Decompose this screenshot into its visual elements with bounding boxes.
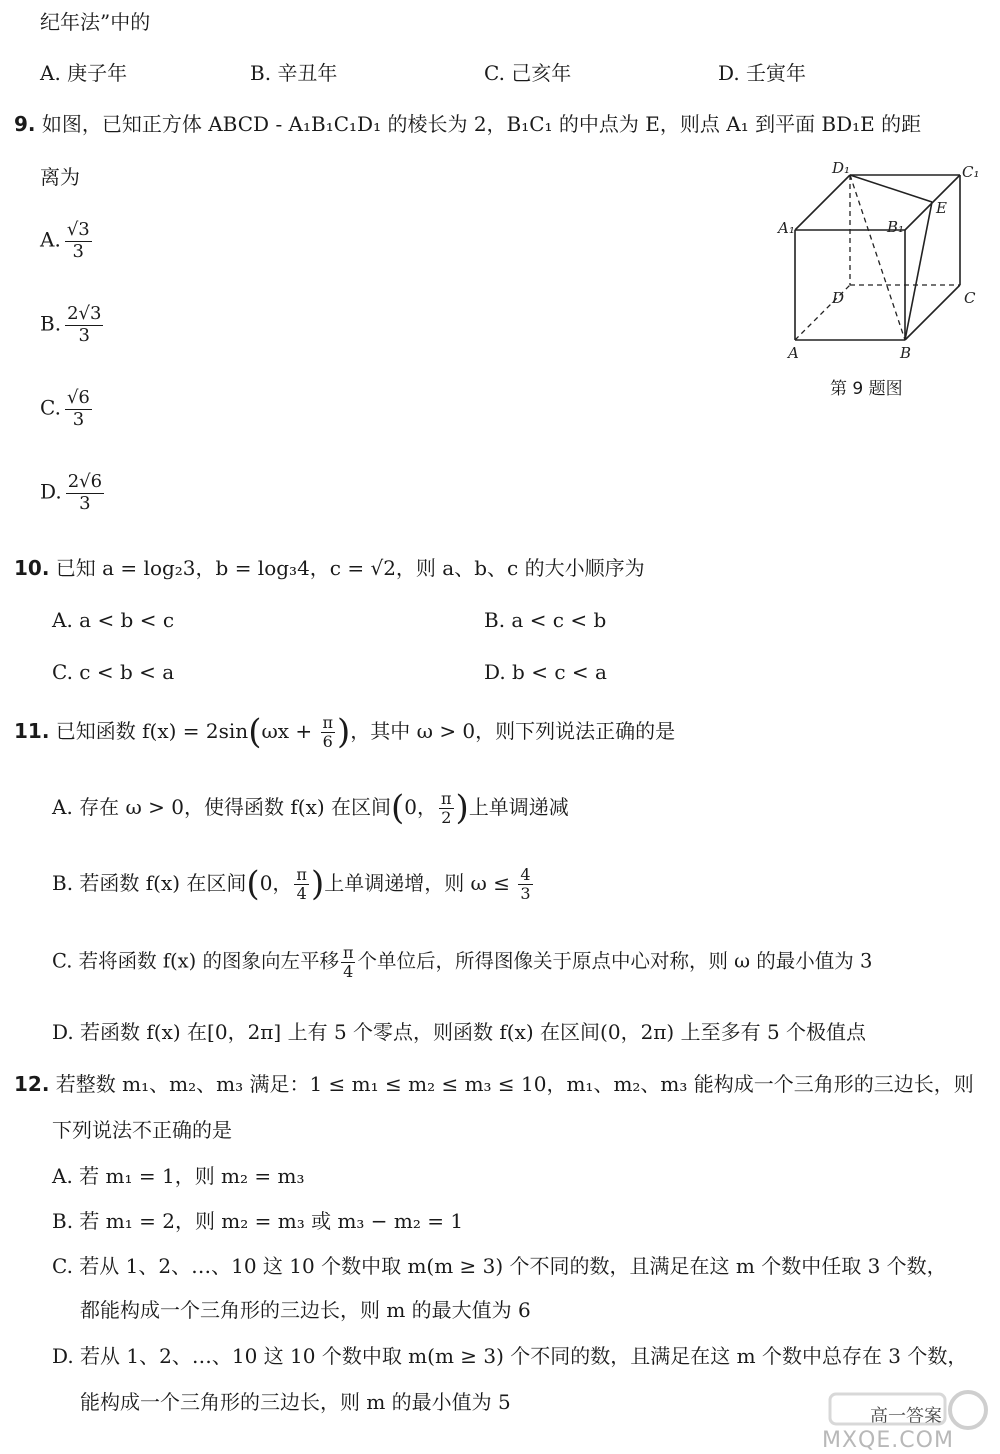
q11-stem-inner: ωx + [261,718,319,743]
numerator: π [342,943,354,962]
q8-option-d: D. 壬寅年 [718,61,807,85]
numerator: π [441,789,452,809]
page-footer: 高一答案 [870,1406,942,1427]
fraction [66,472,104,514]
denominator: 2 [441,807,452,827]
q8-option-b: B. 辛丑年 [250,61,338,85]
q12-number: 12. [14,1072,50,1096]
q10-option-a: A. a < b < c [52,608,175,632]
interval-start: 0， [259,870,293,895]
q12-option-c-line1: C. 若从 1、2、…、10 这 10 个数中取 m(m ≥ 3) 个不同的数，且满足在这 m 个数中任取 3 个数， [52,1254,947,1278]
close-paren: ) [455,788,469,828]
denominator: 4 [343,961,354,981]
q11-stem [14,712,675,753]
watermark-text: MXQE.COM [822,1428,954,1453]
numerator: 4 [520,865,531,885]
numerator: 2√6 [67,471,103,492]
q11-b-post: 上单调递增，则 ω ≤ [324,870,517,895]
q9-option-c [40,388,92,430]
q11-option-a [52,788,569,829]
fraction [65,220,92,262]
q10-number: 10. [14,556,50,580]
q11-stem-post: ，其中 ω > 0，则下列说法正确的是 [350,718,676,743]
cube-figure [770,155,985,365]
denominator: 4 [296,883,307,903]
q9-stem-cont: 离为 [40,165,80,189]
figure-caption: 第 9 题图 [830,379,903,399]
label-e: E [936,199,947,217]
fraction [294,866,309,902]
edge-a1d1 [795,175,850,230]
denominator: 3 [78,324,90,346]
q12-stem-cont: 下列说法不正确的是 [52,1118,232,1142]
fraction [321,714,336,750]
option-label: A. [40,227,61,252]
label-a: A [788,344,799,362]
q10-option-b: B. a < c < b [484,608,607,632]
q11-option-d: D. 若函数 f(x) 在[0，2π] 上有 5 个零点，则函数 f(x) 在区间(0，2π) 上至多有 5 个极值点 [52,1020,867,1044]
q10-option-c: C. c < b < a [52,660,175,684]
q10-stem-text: 已知 a = log₂3，b = log₃4，c = √2，则 a、b、c 的大小顺序为 [55,556,645,580]
q8-option-a: A. 庚子年 [40,61,128,85]
numerator: √3 [66,219,90,240]
open-paren: ( [248,712,262,752]
q9-number: 9. [14,112,36,136]
label-d: D [832,289,845,307]
fraction [65,304,103,346]
q9-option-b [40,304,103,346]
label-c1: C₁ [962,163,980,181]
option-label: D. [40,479,62,504]
open-paren: ( [246,864,260,904]
label-d1: D₁ [832,159,851,177]
q10-option-d: D. b < c < a [484,660,607,684]
line-d1e [850,175,932,202]
denominator: 3 [72,408,85,430]
line-eb [905,202,932,340]
q12-stem [14,1072,974,1096]
q10-stem [14,556,645,580]
q12-option-b: B. 若 m₁ = 2，则 m₂ = m₃ 或 m₃ − m₂ = 1 [52,1209,464,1233]
q11-stem-pre: 已知函数 f(x) = 2sin [55,718,249,743]
numerator: √6 [66,387,90,408]
fraction [518,866,532,902]
q12-option-d-line2: 能构成一个三角形的三边长，则 m 的最小值为 5 [80,1390,511,1414]
q11-option-c [52,944,872,980]
denominator: 3 [520,883,531,903]
q12-option-c-line2: 都能构成一个三角形的三边长，则 m 的最大值为 6 [80,1298,531,1322]
q12-option-a: A. 若 m₁ = 1，则 m₂ = m₃ [52,1164,305,1188]
q11-c-post: 个单位后，所得图像关于原点中心对称，则 ω 的最小值为 3 [357,949,873,973]
label-b: B [900,344,912,362]
label-b1: B₁ [887,218,905,236]
fraction [65,388,92,430]
label-c: C [964,289,976,307]
line-d1b-hidden [850,175,905,340]
fraction [341,944,356,980]
q11-number: 11. [14,718,50,743]
q9-stem-text: 如图，已知正方体 ABCD - A₁B₁C₁D₁ 的棱长为 2，B₁C₁ 的中点为 E，则点 A₁ 到平面 BD₁E 的距 [41,112,922,136]
fraction [439,790,454,826]
numerator: 2√3 [67,303,102,324]
denominator: 6 [322,731,333,751]
close-paren: ) [337,712,351,752]
numerator: π [296,865,307,885]
q9-stem [14,112,921,136]
edge-bc [905,285,960,340]
q12-option-d-line1: D. 若从 1、2、…、10 这 10 个数中取 m(m ≥ 3) 个不同的数，且满足在这 m 个数中总存在 3 个数， [52,1344,968,1368]
q8-option-c: C. 己亥年 [484,61,572,85]
q11-c-text: C. 若将函数 f(x) 的图象向左平移 [52,949,339,973]
q9-option-d [40,472,104,514]
denominator: 3 [79,492,91,514]
label-a1: A₁ [778,219,795,237]
q9-option-a [40,220,92,262]
denominator: 3 [72,240,84,262]
q11-option-b [52,864,535,905]
q11-a-post: 上单调递减 [468,794,569,819]
option-label: B. [40,311,62,336]
option-label: C. [40,395,61,420]
q8-stem-tail: 纪年法”中的 [40,10,151,34]
close-paren: ) [310,864,325,904]
numerator: π [322,713,334,733]
q12-stem-text: 若整数 m₁、m₂、m₃ 满足：1 ≤ m₁ ≤ m₂ ≤ m₃ ≤ 10，m₁、m₂、m₃ 能构成一个三角形的三边长，则 [55,1072,974,1096]
q11-b-text: B. 若函数 f(x) 在区间 [52,870,247,895]
open-paren: ( [391,788,405,828]
interval-start: 0， [404,794,438,819]
q11-a-text: A. 存在 ω > 0，使得函数 f(x) 在区间 [52,794,392,819]
